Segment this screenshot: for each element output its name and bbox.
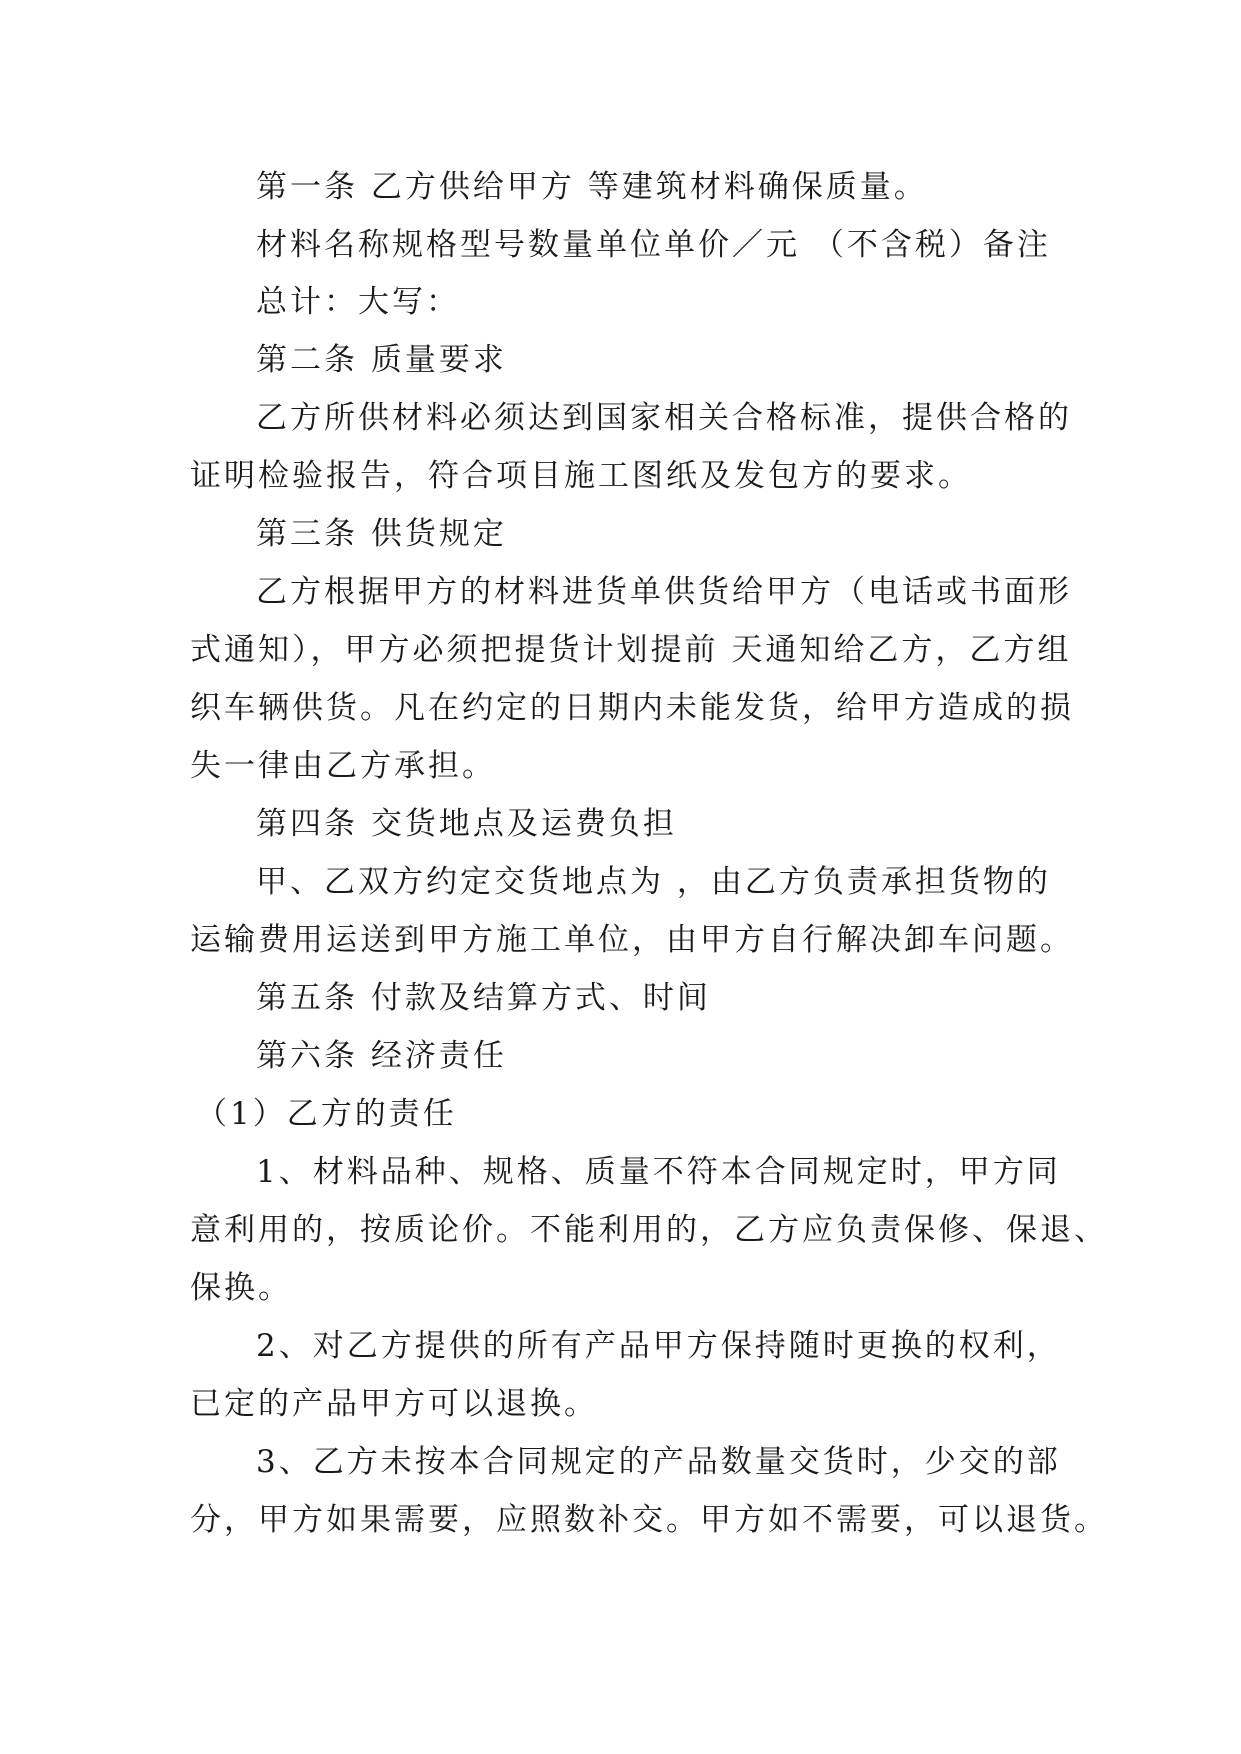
total-amount-line: 总计：大写： [256,284,460,320]
article-3-text-line-1: 乙方根据甲方的材料进货单供货给甲方（电话或书面形 [256,574,1072,610]
article-2-text-line-1: 乙方所供材料必须达到国家相关合格标准，提供合格的 [256,400,1072,436]
article-3-heading: 第三条 供货规定 [256,516,507,552]
clause-3-line-2: 分，甲方如果需要，应照数补交。甲方如不需要，可以退货。 [190,1502,1108,1538]
article-2-text-line-2: 证明检验报告，符合项目施工图纸及发包方的要求。 [190,458,972,494]
clause-1-line-3: 保换。 [190,1270,292,1306]
article-4-text-line-1: 甲、乙双方约定交货地点为 ，由乙方负责承担货物的 [256,864,1051,900]
article-3-text-line-3: 织车辆供货。凡在约定的日期内未能发货，给甲方造成的损 [190,690,1074,726]
article-4-text-line-2: 运输费用运送到甲方施工单位，由甲方自行解决卸车问题。 [190,922,1074,958]
clause-1-line-1: 1、材料品种、规格、质量不符本合同规定时，甲方同 [256,1154,1061,1190]
article-5-heading: 第五条 付款及结算方式、时间 [256,980,711,1016]
clause-1-line-2: 意利用的，按质论价。不能利用的，乙方应负责保修、保退、 [190,1212,1108,1248]
clause-2-line-2: 已定的产品甲方可以退换。 [190,1386,598,1422]
article-1-heading: 第一条 乙方供给甲方 等建筑材料确保质量。 [256,169,928,205]
clause-3-line-1: 3、乙方未按本合同规定的产品数量交货时，少交的部 [256,1444,1061,1480]
article-2-heading: 第二条 质量要求 [256,342,507,378]
article-6-heading: 第六条 经济责任 [256,1038,507,1074]
article-3-text-line-2: 式通知），甲方必须把提货计划提前 天通知给乙方，乙方组 [190,632,1072,668]
article-4-heading: 第四条 交货地点及运费负担 [256,806,677,842]
article-3-text-line-4: 失一律由乙方承担。 [190,748,496,784]
party-b-responsibility-heading: （1）乙方的责任 [196,1096,457,1132]
clause-2-line-1: 2、对乙方提供的所有产品甲方保持随时更换的权利， [256,1328,1061,1364]
materials-table-header: 材料名称规格型号数量单位单价／元 （不含税）备注 [256,227,1051,263]
